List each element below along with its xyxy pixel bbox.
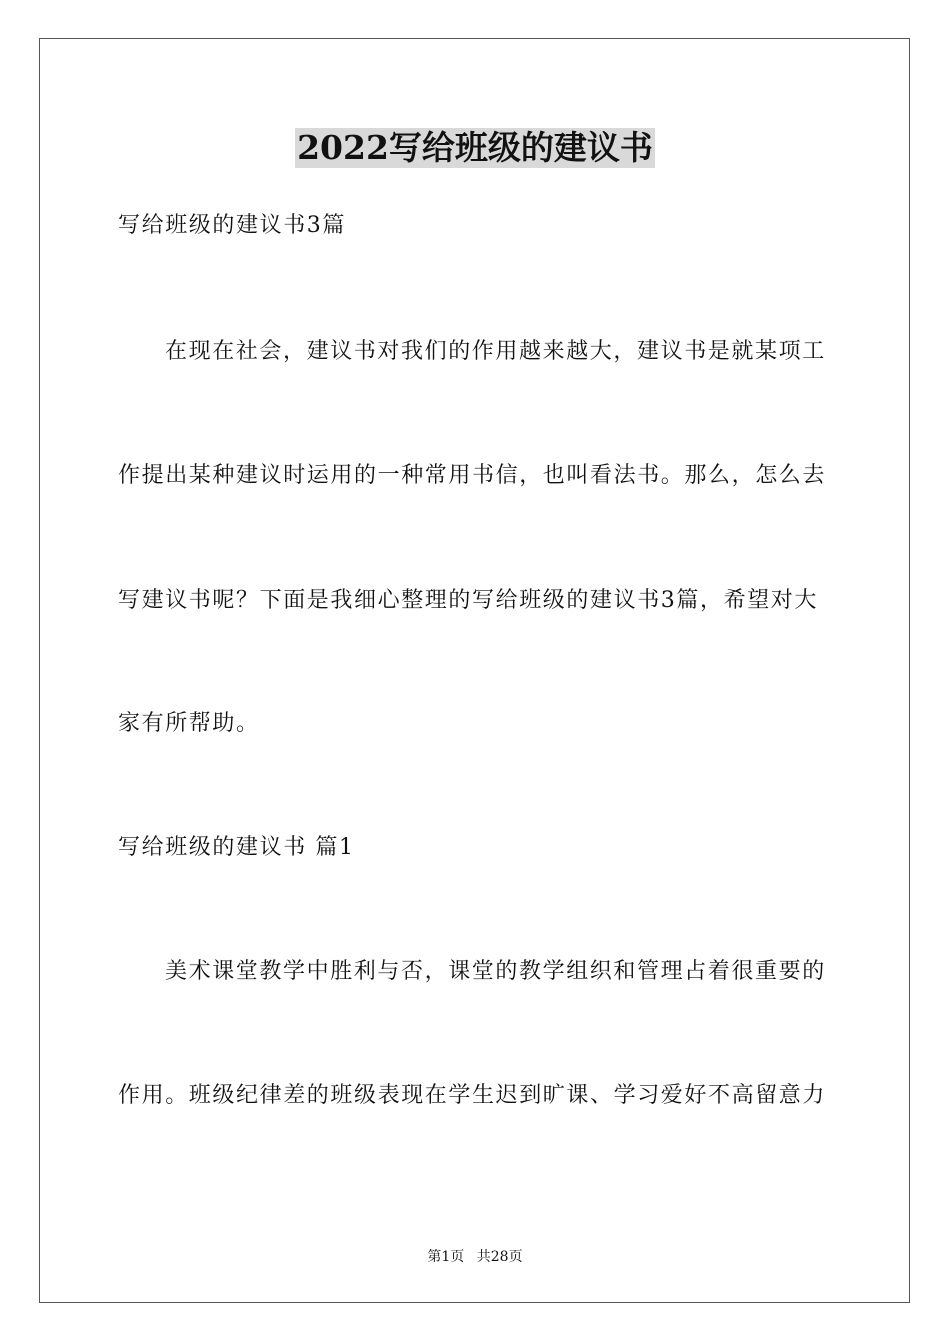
page-footer xyxy=(0,1248,950,1266)
paragraph-line: 家有所帮助。 xyxy=(118,711,260,736)
paragraph-line: 作提出某种建议时运用的一种常用书信，也叫看法书。那么，怎么去 xyxy=(118,463,827,488)
paragraph-line: 作用。班级纪律差的班级表现在学生迟到旷课、学习爱好不高留意力 xyxy=(118,1083,827,1108)
document-title: 2022写给班级的建议书 xyxy=(297,128,653,167)
paragraph-line: 在现在社会，建议书对我们的作用越来越大，建议书是就某项工 xyxy=(165,339,826,364)
section-heading: 写给班级的建议书 篇1 xyxy=(118,835,355,860)
page-number: 第1页 xyxy=(427,1249,465,1265)
paragraph-line: 写建议书呢？下面是我细心整理的写给班级的建议书3篇，希望对大 xyxy=(118,588,818,613)
title-container xyxy=(0,128,950,168)
subtitle-line: 写给班级的建议书3篇 xyxy=(118,213,346,238)
paragraph-line: 美术课堂教学中胜利与否，课堂的教学组织和管理占着很重要的 xyxy=(165,959,826,984)
page-total: 共28页 xyxy=(476,1249,523,1265)
